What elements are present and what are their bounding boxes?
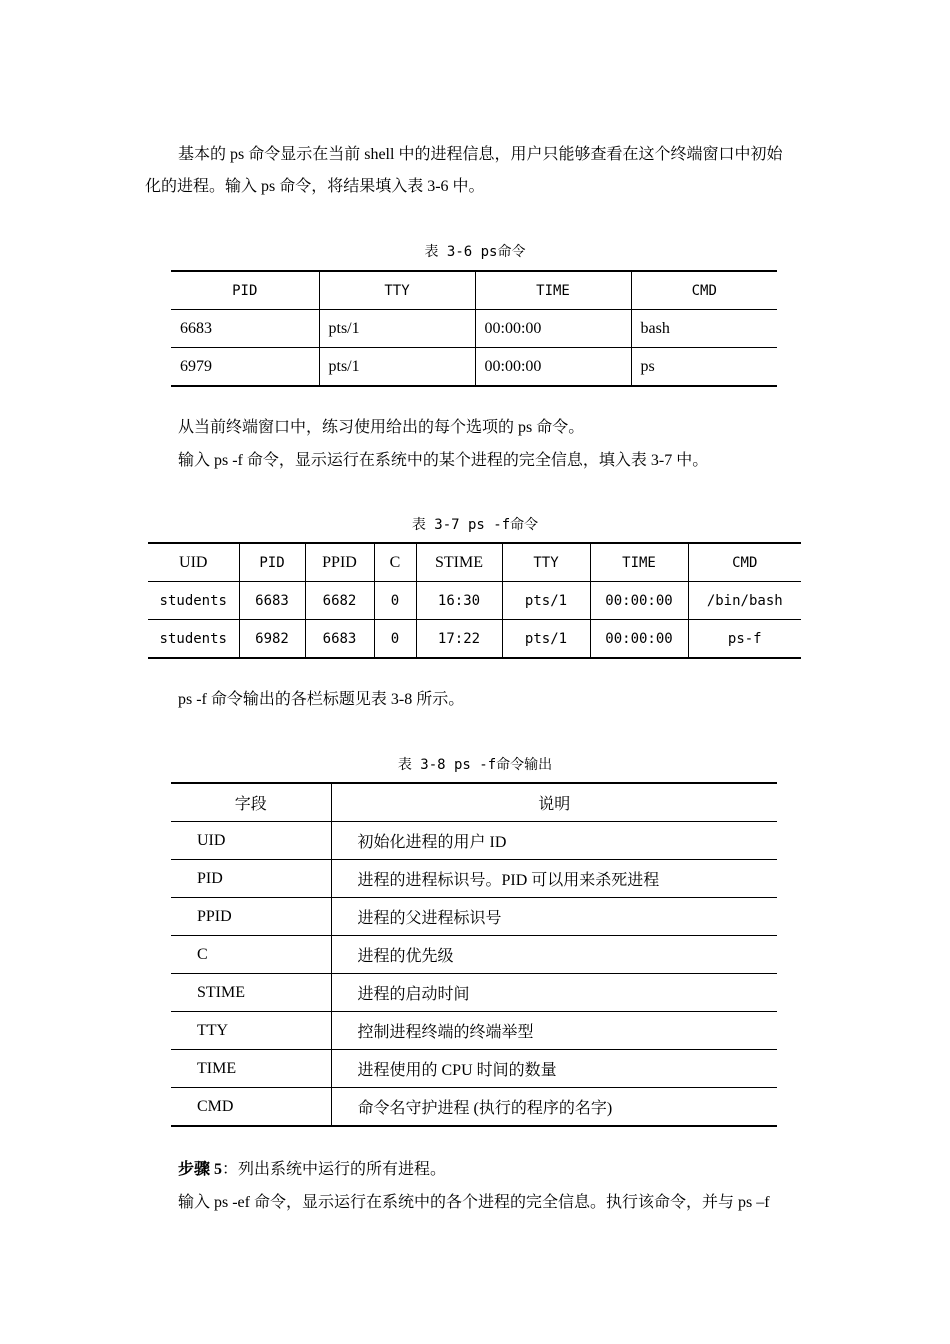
table-row [171,1088,777,1127]
header-ppid: PPID [305,543,374,582]
cell-time: 00:00:00 [475,348,631,387]
table-3-7 [148,542,801,659]
cell-uid: students [148,620,239,659]
cell-uid: students [148,582,239,620]
cell-c: 0 [374,582,416,620]
cell-field: C [171,936,331,974]
table-row [171,1050,777,1088]
header-description: 说明 [331,783,777,822]
header-time: TIME [475,271,631,310]
cell-field: UID [171,822,331,860]
header-pid: PID [239,543,305,582]
table-row [171,898,777,936]
intro-line-1: 基本的 ps 命令显示在当前 shell 中的进程信息，用户只能够查看在这个终端窗口中初始 [178,146,783,163]
table-row [171,974,777,1012]
cell-pid: 6683 [239,582,305,620]
cell-description: 初始化进程的用户 ID [331,822,777,860]
cell-description: 进程使用的 CPU 时间的数量 [331,1050,777,1088]
cell-tty: pts/1 [319,310,475,348]
table-row [171,1012,777,1050]
cell-cmd: ps-f [688,620,801,659]
cell-tty: pts/1 [502,620,590,659]
cell-description: 控制进程终端的终端举型 [331,1012,777,1050]
table-3-8-caption: 表 3-8 ps -f命令输出 [397,757,553,773]
cell-field: CMD [171,1088,331,1127]
cell-c: 0 [374,620,416,659]
header-tty: TTY [502,543,590,582]
cell-tty: pts/1 [319,348,475,387]
cell-cmd: /bin/bash [688,582,801,620]
intro-line-2: 化的进程。输入 ps 命令，将结果填入表 3-6 中。 [145,178,485,195]
cell-stime: 17:22 [416,620,502,659]
cell-description: 进程的进程标识号。PID 可以用来杀死进程 [331,860,777,898]
cell-ppid: 6683 [305,620,374,659]
step-5-text: ：列出系统中运行的所有进程。 [222,1161,447,1178]
header-field: 字段 [171,783,331,822]
table-3-6 [171,270,777,387]
header-cmd: CMD [631,271,777,310]
cell-pid: 6982 [239,620,305,659]
mid-line-2: 输入 ps -f 命令，显示运行在系统中的某个进程的完全信息，填入表 3-7 中。 [178,452,709,469]
table-row [148,620,801,659]
table-row [171,860,777,898]
cell-pid: 6979 [171,348,319,387]
table-3-8 [171,782,777,1127]
cell-field: TTY [171,1012,331,1050]
cell-time: 00:00:00 [590,620,688,659]
cell-time: 00:00:00 [475,310,631,348]
table-row [171,348,777,387]
cell-field: PPID [171,898,331,936]
header-stime: STIME [416,543,502,582]
table-row [171,936,777,974]
mid-line-1: 从当前终端窗口中，练习使用给出的每个选项的 ps 命令。 [178,419,585,436]
step-5-line [178,1154,446,1186]
cell-description: 进程的优先级 [331,936,777,974]
table-3-6-caption: 表 3-6 ps命令 [424,244,526,260]
table-3-7-caption: 表 3-7 ps -f命令 [411,517,539,533]
cell-field: TIME [171,1050,331,1088]
table-row [171,822,777,860]
cell-cmd: bash [631,310,777,348]
step-5-label: 步骤 5 [178,1161,223,1178]
header-cmd: CMD [688,543,801,582]
table-header-row [171,783,777,822]
header-pid: PID [171,271,319,310]
cell-field: STIME [171,974,331,1012]
cell-field: PID [171,860,331,898]
cell-pid: 6683 [171,310,319,348]
table-header-row [148,543,801,582]
table-header-row [171,271,777,310]
cell-description: 进程的启动时间 [331,974,777,1012]
header-tty: TTY [319,271,475,310]
table-row [148,582,801,620]
step-5-line-2: 输入 ps -ef 命令，显示运行在系统中的各个进程的完全信息。执行该命令，并与 ps –f [178,1194,770,1211]
cell-cmd: ps [631,348,777,387]
header-uid: UID [148,543,239,582]
header-time: TIME [590,543,688,582]
cell-ppid: 6682 [305,582,374,620]
table-3-8-intro: ps -f 命令输出的各栏标题见表 3-8 所示。 [178,691,465,708]
cell-stime: 16:30 [416,582,502,620]
cell-time: 00:00:00 [590,582,688,620]
table-row [171,310,777,348]
cell-description: 命令名守护进程 (执行的程序的名字) [331,1088,777,1127]
header-c: C [374,543,416,582]
cell-tty: pts/1 [502,582,590,620]
cell-description: 进程的父进程标识号 [331,898,777,936]
